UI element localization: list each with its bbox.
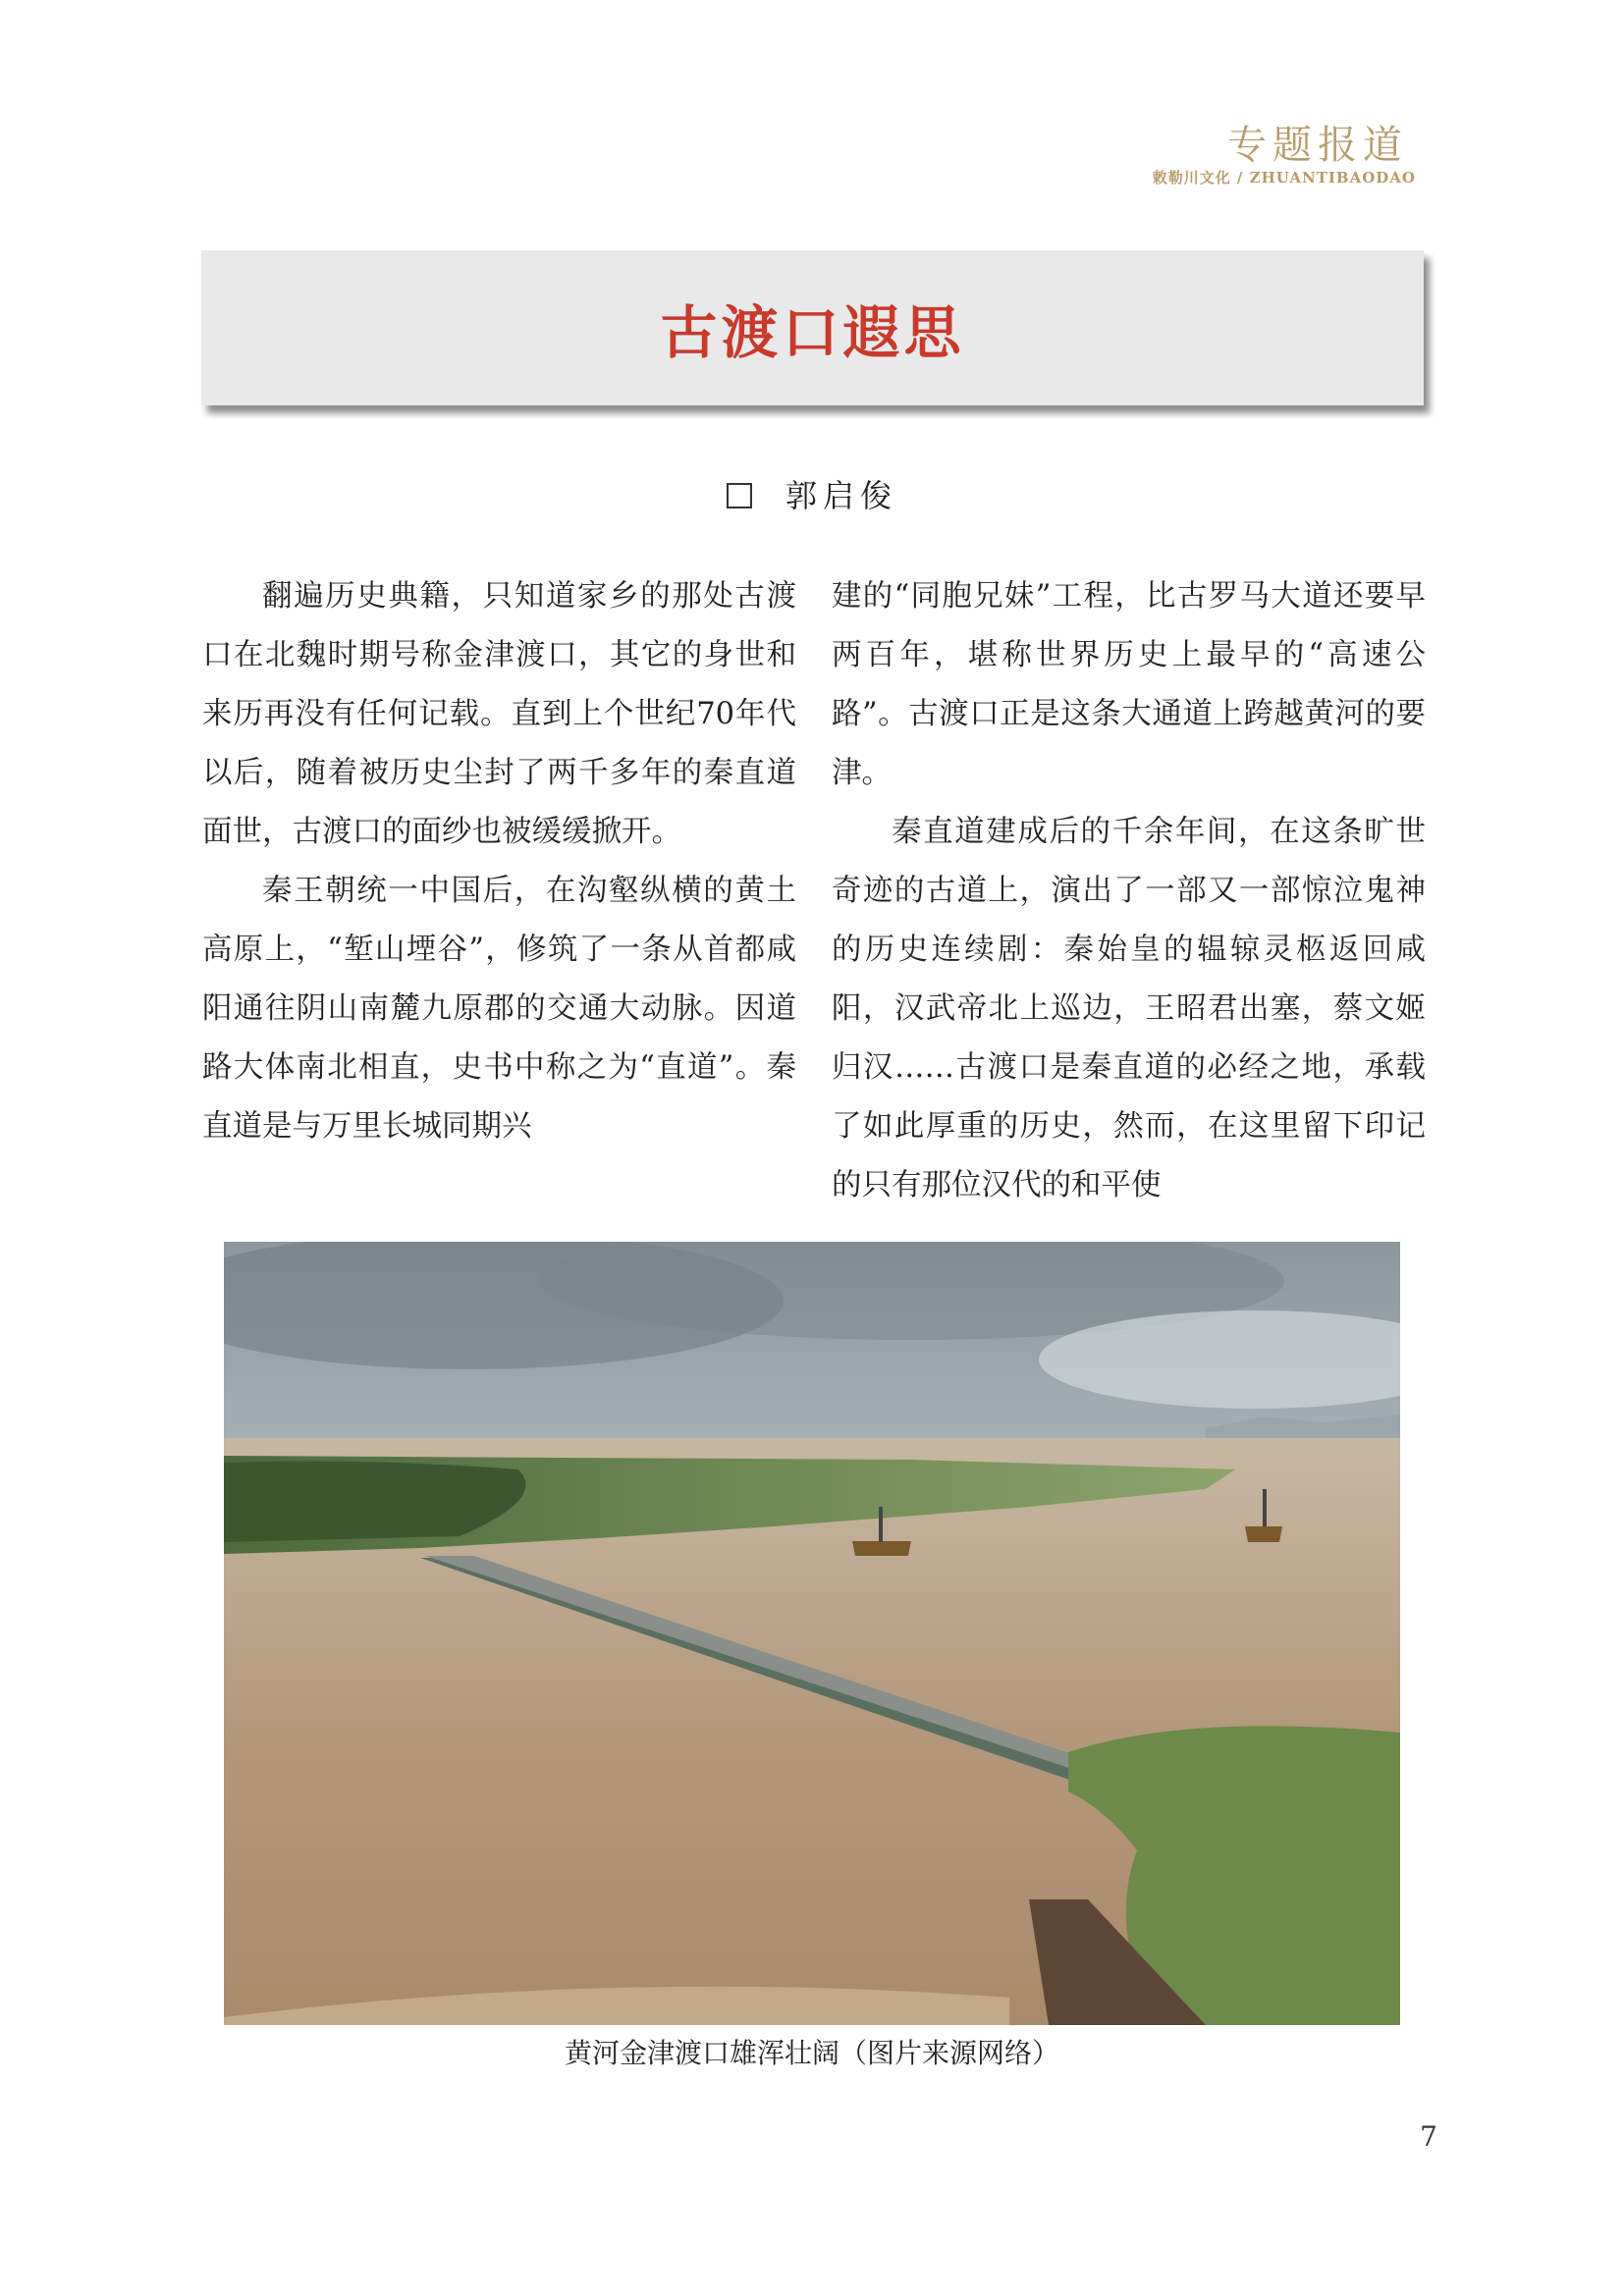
page-number: 7 — [1420, 2120, 1437, 2153]
barge-mast — [1263, 1489, 1267, 1526]
paragraph: 秦王朝统一中国后，在沟壑纵横的黄土高原上，“堑山堙谷”，修筑了一条从首都咸阳通往阴山南麓九原郡的交通大动脉。因道路大体南北相直，史书中称之为“直道”。秦直道是与万里长城同期兴 — [202, 874, 796, 1144]
paragraph: 建的“同胞兄妹”工程，比古罗马大道还要早两百年，堪称世界历史上最早的“高速公路”。古渡口正是这条大通道上跨越黄河的要津。 — [832, 579, 1426, 790]
yellow-river-ferry-photo — [224, 1242, 1400, 2025]
section-title: 专题报道 — [1227, 123, 1408, 168]
paragraph: 秦直道建成后的千余年间，在这条旷世奇迹的古道上，演出了一部又一部惊泣鬼神的历史连续剧：秦始皇的辒辌灵柩返回咸阳，汉武帝北上巡边，王昭君出塞，蔡文姬归汉……古渡口是秦直道的必经之地，承载了如此厚重的历史，然而，在这里留下印记的只有那位汉代的和平使 — [832, 815, 1426, 1202]
article-title: 古渡口遐思 — [660, 299, 965, 366]
byline — [0, 471, 1624, 516]
paragraph: 翻遍历史典籍，只知道家乡的那处古渡口在北魏时期号称金津渡口，其它的身世和来历再没有任何记载。直到上个世纪70年代以后，随着被历史尘封了两千多年的秦直道面世，古渡口的面纱也被缓缓掀开。 — [202, 579, 796, 849]
barge — [852, 1541, 911, 1556]
barge-mast — [879, 1507, 883, 1542]
square-bullet-icon — [727, 483, 752, 508]
right-column — [832, 567, 1426, 1215]
title-banner — [201, 250, 1424, 405]
left-column — [202, 567, 796, 1156]
author-name: 郭启俊 — [785, 477, 897, 514]
barge — [1245, 1526, 1282, 1542]
section-subtitle: 敕勒川文化 / ZHUANTIBAODAO — [1152, 169, 1416, 187]
photo-caption: 黄河金津渡口雄浑壮阔（图片来源网络） — [564, 2037, 1059, 2069]
